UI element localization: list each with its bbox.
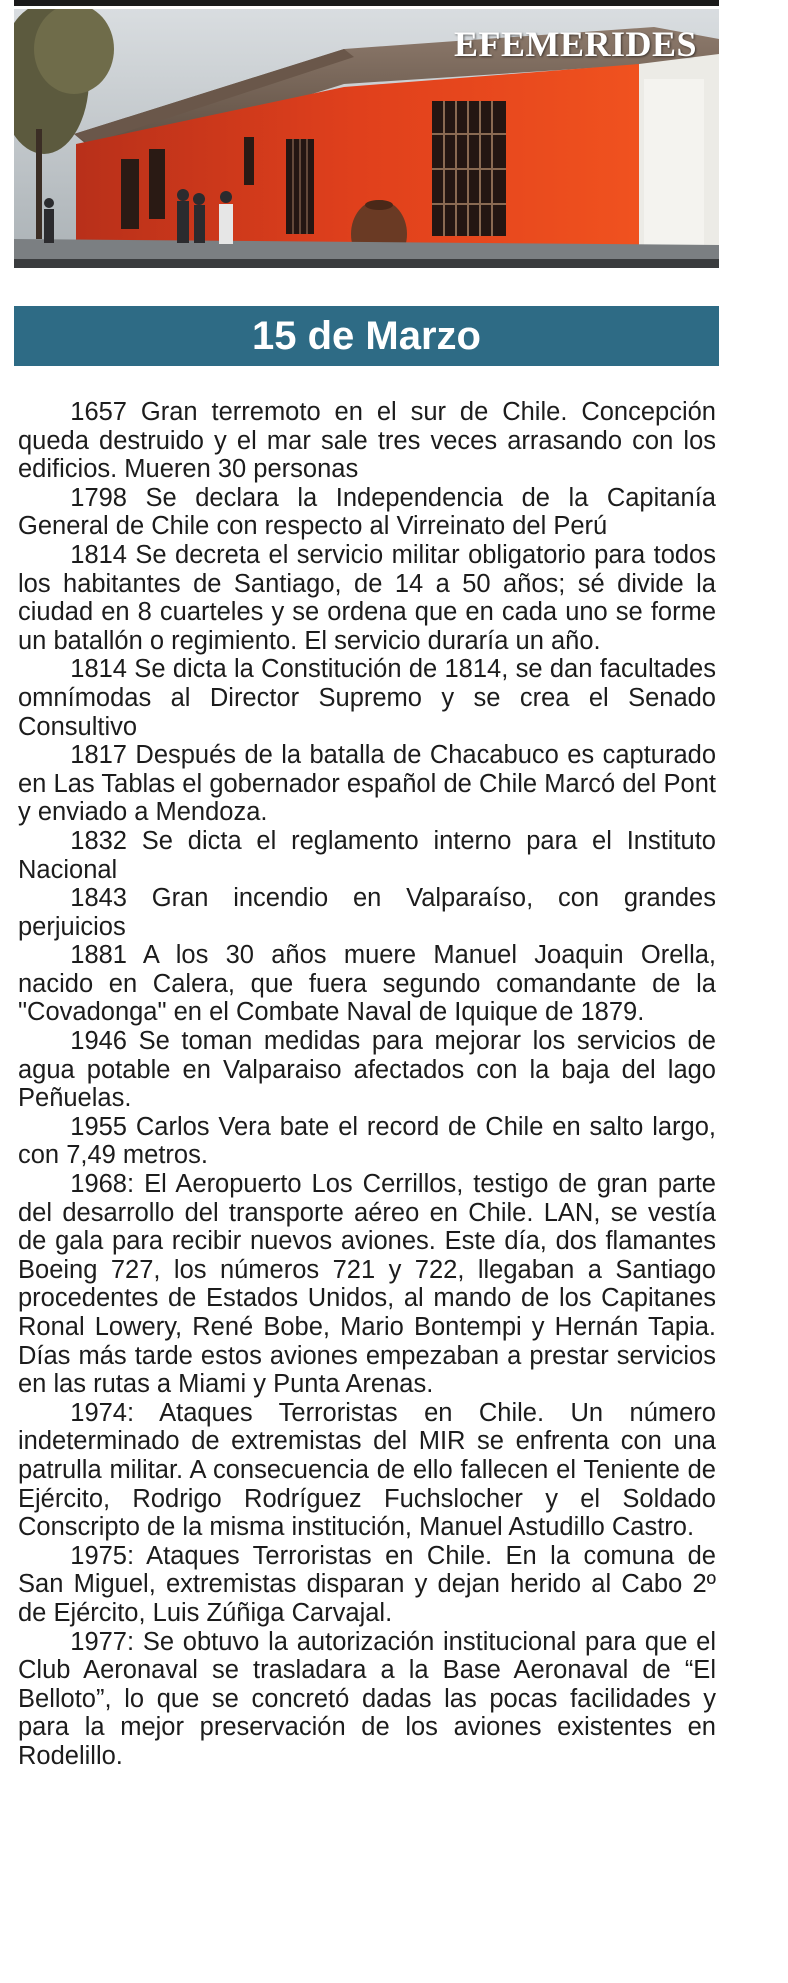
list-item: 1946 Se toman medidas para mejorar los servicios de agua potable en Valparaiso afectados con la baja del lago Peñuelas.	[18, 1027, 716, 1113]
top-rule	[14, 0, 719, 6]
efemerides-list	[18, 398, 716, 1771]
list-item: 1814 Se decreta el servicio militar obligatorio para todos los habitantes de Santiago, de 14 a 50 años; sé divide la ciudad en 8 cuarteles y se ordena que en cada uno se forme un batallón o regimiento. El servicio duraría un año.	[18, 540, 716, 655]
list-item: 1974: Ataques Terroristas en Chile. Un número indeterminado de extremistas del MIR se enfrenta con una patrulla militar. A consecuencia de ello fallecen el Teniente de Ejército, Rodrigo Rodríguez Fuchslocher y el Soldado Conscripto de la misma institución, Manuel Astudillo Castro.	[18, 1398, 716, 1542]
list-item: 1817 Después de la batalla de Chacabuco es capturado en Las Tablas el gobernador español de Chile Marcó del Pont y enviado a Mendoza.	[18, 741, 716, 827]
list-item: 1881 A los 30 años muere Manuel Joaquin Orella, nacido en Calera, que fuera segundo comandante de la "Covadonga" en el Combate Naval de Iquique de 1879.	[18, 941, 716, 1027]
list-item: 1843 Gran incendio en Valparaíso, con grandes perjuicios	[18, 884, 716, 941]
list-item: 1798 Se declara la Independencia de la Capitanía General de Chile con respecto al Virreinato del Perú	[18, 483, 716, 541]
list-item: 1968: El Aeropuerto Los Cerrillos, testigo de gran parte del desarrollo del transporte aéreo en Chile. LAN, se vestía de gala para recibir nuevos aviones. Este día, dos flamantes Boeing 727, los números 721 y 722, llegaban a Santiago procedentes de Estados Unidos, al mando de los Capitanes Ronal Lowery, René Bobe, Mario Bontempi y Hernán Tapia. Días más tarde estos aviones empezaban a prestar servicios en las rutas a Miami y Punta Arenas.	[18, 1170, 716, 1399]
list-item: 1832 Se dicta el reglamento interno para el Instituto Nacional	[18, 826, 716, 884]
header-banner	[14, 9, 719, 268]
list-item: 1975: Ataques Terroristas en Chile. En la comuna de San Miguel, extremistas disparan y dejan herido al Cabo 2º de Ejército, Luis Zúñiga Carvajal.	[18, 1541, 716, 1627]
banner-title: EFEMERIDES	[453, 24, 697, 64]
list-item: 1814 Se dicta la Constitución de 1814, se dan facultades omnímodas al Director Supremo y se crea el Senado Consultivo	[18, 655, 716, 741]
list-item: 1977: Se obtuvo la autorización institucional para que el Club Aeronaval se trasladara a la Base Aeronaval de “El Belloto”, lo que se concretó dadas las pocas facilidades y para la mejor preservación de los aviones existentes en Rodelillo.	[18, 1627, 716, 1770]
date-heading: 15 de Marzo	[14, 306, 719, 366]
list-item: 1955 Carlos Vera bate el record de Chile en salto largo, con 7,49 metros.	[18, 1112, 716, 1170]
list-item: 1657 Gran terremoto en el sur de Chile. Concepción queda destruido y el mar sale tres veces arrasando con los edificios. Mueren 30 personas	[18, 398, 716, 484]
